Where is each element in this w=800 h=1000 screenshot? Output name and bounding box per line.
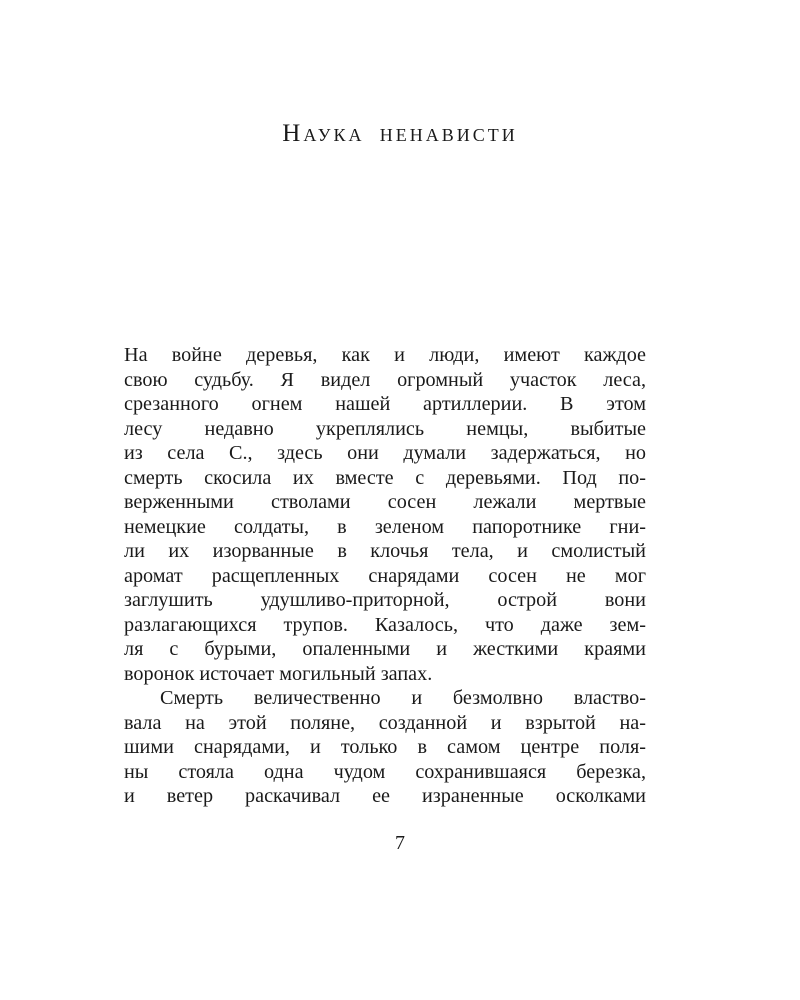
text-line: верженными стволами сосен лежали мертвые [124, 491, 646, 513]
page-number: 7 [395, 832, 405, 854]
text-line: и ветер раскачивал ее израненные осколками [124, 785, 646, 807]
text-line: свою судьбу. Я видел огромный участок леса, [124, 368, 646, 391]
text-line: заглушить удушливо-приторной, острой вони [124, 589, 646, 611]
text-line: разлагающихся трупов. Казалось, что даже зем- [124, 613, 646, 636]
text-line: лесу недавно укреплялись немцы, выбитые [124, 417, 646, 440]
text-line: На войне деревья, как и люди, имеют каждое [124, 344, 646, 366]
text-line: срезанного огнем нашей артиллерии. В этом [124, 393, 646, 415]
text-line: воронок источает могильный запах. [124, 662, 433, 685]
text-line: вала на этой поляне, созданной и взрытой на- [124, 711, 646, 734]
text-line: ля с бурыми, опаленными и жесткими краями [124, 638, 646, 660]
text-line: шими снарядами, и только в самом центре поля- [124, 736, 646, 758]
text-line: смерть скосила их вместе с деревьями. Под по- [124, 466, 646, 489]
text-line: аромат расщепленных снарядами сосен не мог [124, 564, 646, 587]
chapter-title: Наука ненависти [282, 120, 518, 147]
text-line: ли их изорванные в клочья тела, и смолистый [124, 540, 646, 562]
text-line: из села С., здесь они думали задержаться, но [124, 442, 646, 464]
text-line: Смерть величественно и безмолвно властво- [160, 687, 646, 709]
text-line: немецкие солдаты, в зеленом папоротнике гни- [124, 515, 646, 538]
body-text [124, 343, 646, 809]
text-line: ны стояла одна чудом сохранившаяся березка, [124, 760, 646, 783]
